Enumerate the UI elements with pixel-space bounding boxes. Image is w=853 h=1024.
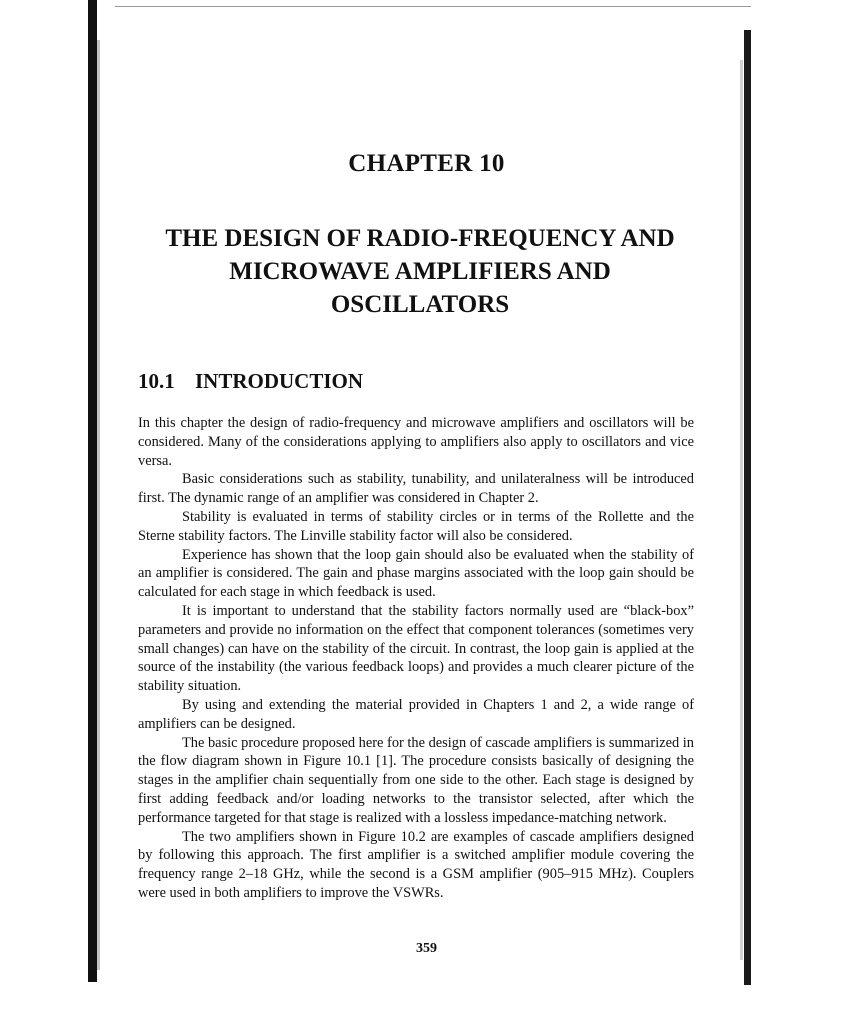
page-number: 359 — [416, 941, 437, 956]
scan-left-shadow — [97, 40, 100, 970]
paragraph: The two amplifiers shown in Figure 10.2 are examples of cascade amplifiers designed by following this approach. The first amplifier is a switched amplifier module covering the frequency range 2–18 GHz, while the second is a GSM amplifier (905–915 MHz). Couplers were used in both amplifiers to improve the VSWRs. — [138, 828, 694, 901]
scan-right-shadow — [740, 60, 743, 960]
chapter-label: CHAPTER 10 — [348, 150, 505, 177]
chapter-title — [120, 222, 720, 321]
paragraph: The basic procedure proposed here for the design of cascade amplifiers is summarized in the flow diagram shown in Figure 10.1 [1]. The procedure consists basically of designing the stages in the amplifier chain sequentially from one side to the other. Each stage is designed by first adding feedback and/or loading networks to the transistor selected, after which the performance targeted for that stage is realized with a lossless impedance-matching network. — [138, 734, 694, 826]
section-heading — [138, 369, 363, 394]
paragraph: It is important to understand that the stability factors normally used are “black-box” parameters and provide no information on the effect that component tolerances (sometimes very small changes) can have on the stability of the circuit. In contrast, the loop gain is applied at the source of the instability (the various feedback loops) and provides a much clearer picture of the stability situation. — [138, 602, 694, 695]
chapter-title-line: MICROWAVE AMPLIFIERS AND — [229, 258, 611, 285]
paragraph: Stability is evaluated in terms of stability circles or in terms of the Rollette and the Sterne stability factors. The Linville stability factor will also be considered. — [138, 508, 694, 544]
scan-top-edge — [115, 6, 751, 7]
paragraph: By using and extending the material provided in Chapters 1 and 2, a wide range of amplifiers can be designed. — [138, 696, 694, 732]
paragraph: Experience has shown that the loop gain should also be evaluated when the stability of an amplifier is considered. The gain and phase margins associated with the loop gain should be calculated for each stage in which feedback is used. — [138, 546, 694, 601]
scan-left-binding-edge — [88, 0, 97, 982]
paragraph: In this chapter the design of radio-frequency and microwave amplifiers and oscillators will be considered. Many of the considerations applying to amplifiers also apply to oscillators and vice versa. — [138, 415, 694, 469]
paragraph: Basic considerations such as stability, tunability, and unilateralness will be introduced first. The dynamic range of an amplifier was considered in Chapter 2. — [138, 471, 694, 507]
section-title: INTRODUCTION — [195, 369, 364, 393]
chapter-title-line: OSCILLATORS — [330, 291, 510, 318]
section-number: 10.1 — [138, 369, 175, 393]
chapter-title-line: THE DESIGN OF RADIO-FREQUENCY AND — [165, 225, 675, 252]
body-text — [138, 414, 694, 903]
